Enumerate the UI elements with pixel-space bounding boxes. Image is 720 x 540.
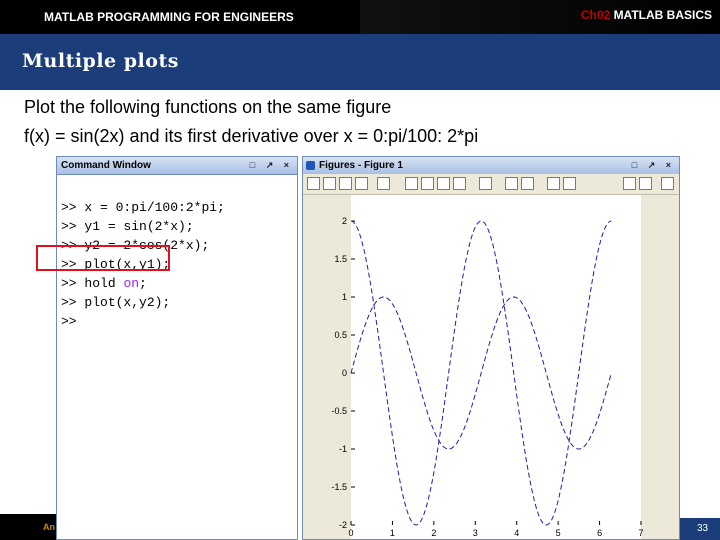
figure-window-title: Figures - Figure 1 [319, 160, 403, 171]
chapter-title: MATLAB BASICS [613, 8, 712, 22]
course-title: MATLAB PROGRAMMING FOR ENGINEERS [44, 10, 294, 24]
x-tick-label: 4 [514, 528, 520, 538]
x-tick-label: 5 [555, 528, 561, 538]
y-tick-label: 1.5 [334, 254, 347, 264]
command-window[interactable] [56, 156, 298, 540]
slide-title: Multiple plots [22, 50, 179, 72]
y-tick-label: 1 [341, 292, 347, 302]
command-line: >> plot(x,y1); [61, 257, 171, 272]
y-tick-label: 0 [341, 368, 347, 378]
command-line: >> y1 = sin(2*x); [61, 219, 194, 234]
command-line: >> hold on; [61, 276, 147, 291]
window-controls[interactable]: □ ↗ × [631, 160, 675, 170]
page-number: 33 [697, 523, 709, 534]
command-window-title: Command Window [61, 160, 151, 171]
y-tick-label: 2 [341, 216, 347, 226]
x-tick-label: 3 [472, 528, 478, 538]
x-tick-label: 7 [638, 528, 644, 538]
slide-text-line-1: Plot the following functions on the same figure [24, 97, 392, 117]
axes-background [351, 195, 644, 539]
plot-area[interactable] [303, 157, 679, 539]
window-controls[interactable]: □ ↗ × [249, 160, 293, 170]
x-tick-label: 1 [389, 528, 395, 538]
y-tick-label: 0.5 [334, 330, 347, 340]
highlight-box [36, 245, 170, 271]
chapter-label [581, 8, 712, 22]
command-prompt[interactable]: >> [61, 314, 77, 329]
y-tick-label: -1.5 [331, 482, 347, 492]
x-tick-label: 6 [597, 528, 603, 538]
x-tick-label: 0 [348, 528, 354, 538]
logo-text: An [43, 522, 55, 532]
y-tick-label: -0.5 [331, 406, 347, 416]
command-window-titlebar[interactable] [57, 157, 297, 175]
chapter-number: Ch02 [580, 8, 611, 22]
command-line: >> plot(x,y2); [61, 295, 171, 310]
command-line: >> y2 = 2*cos(2*x); [61, 238, 210, 253]
figure-window[interactable] [302, 156, 680, 540]
command-line: >> x = 0:pi/100:2*pi; [61, 200, 225, 215]
x-tick-label: 2 [431, 528, 437, 538]
y-tick-label: -2 [338, 520, 347, 530]
slide-text-line-2: f(x) = sin(2x) and its first derivative over x = 0:pi/100: 2*pi [24, 126, 479, 146]
y-tick-label: -1 [338, 444, 347, 454]
